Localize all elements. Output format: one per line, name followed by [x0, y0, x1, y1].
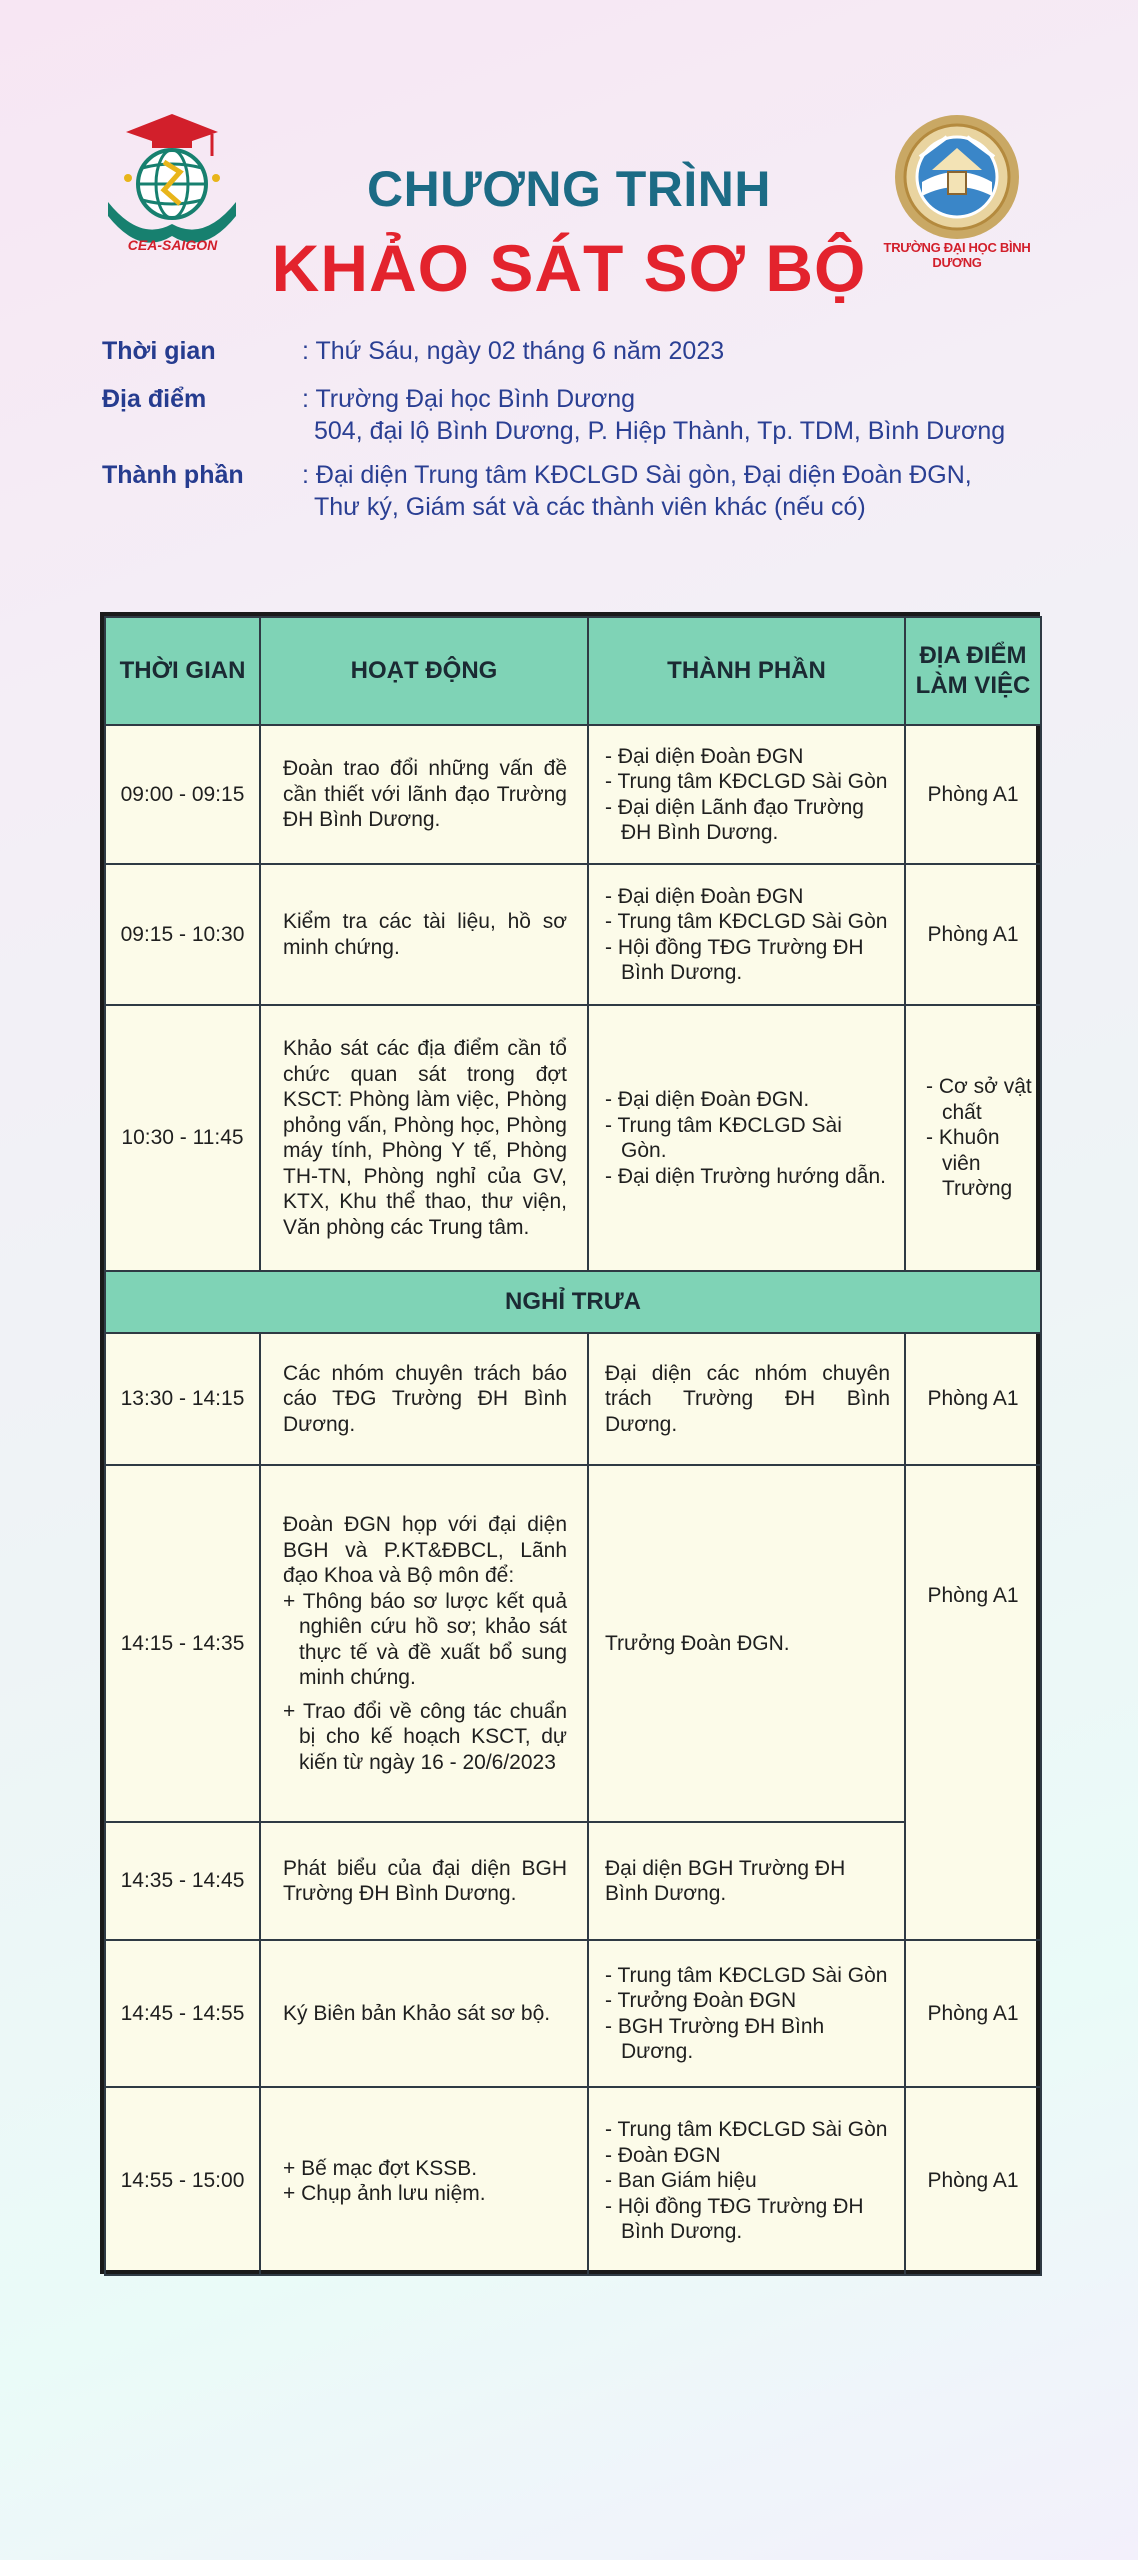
row-participants — [588, 864, 905, 1005]
row-activity: Kiểm tra các tài liệu, hồ sơ minh chứng. — [260, 864, 588, 1005]
info-line: : Thứ Sáu, ngày 02 tháng 6 năm 2023 — [302, 337, 725, 365]
row-location: Phòng A1 — [905, 2087, 1041, 2275]
row-activity — [260, 1465, 588, 1822]
participant-item: - Đoàn ĐGN — [605, 2143, 721, 2167]
activity-item: + Trao đổi về công tác chuẩn bị cho kế hoạch KSCT, dự kiến từ ngày 16 - 20/6/2023 — [283, 1699, 567, 1774]
title-program: CHƯƠNG TRÌNH — [367, 161, 771, 217]
schedule-table — [100, 612, 1040, 2274]
info-row-participants — [102, 459, 1062, 523]
info-value — [302, 335, 724, 367]
info-row-location — [102, 383, 1062, 447]
table-header-row — [105, 617, 1041, 725]
row-time: 09:15 - 10:30 — [105, 864, 260, 1005]
info-row-time — [102, 335, 1062, 367]
table-row — [105, 1333, 1041, 1465]
row-activity: Phát biểu của đại diện BGH Trường ĐH Bình Dương. — [260, 1822, 588, 1940]
row-activity: Đoàn trao đổi những vấn đề cần thiết với lãnh đạo Trường ĐH Bình Dương. — [260, 725, 588, 864]
table-row — [105, 2087, 1041, 2275]
row-location — [905, 1005, 1041, 1271]
participant-item: - Hội đồng TĐG Trường ĐH Bình Dương. — [605, 2194, 864, 2244]
header-location-line: ĐỊA ĐIỂM — [919, 642, 1027, 669]
participant-item: - Trung tâm KĐCLGD Sài Gòn — [605, 2118, 888, 2142]
info-line: 504, đại lộ Bình Dương, P. Hiệp Thành, Tp. TDM, Bình Dương — [314, 417, 1006, 445]
table-row — [105, 864, 1041, 1005]
page-header — [0, 0, 1138, 330]
info-block — [102, 335, 1062, 537]
participant-item: - Hội đồng TĐG Trường ĐH Bình Dương. — [605, 935, 864, 984]
row-participants: Đại diện các nhóm chuyên trách Trường ĐH Bình Dương. — [588, 1333, 905, 1465]
row-time: 14:35 - 14:45 — [105, 1822, 260, 1940]
row-participants: Trưởng Đoàn ĐGN. — [588, 1465, 905, 1822]
row-location: Phòng A1 — [905, 1333, 1041, 1465]
participant-item: - Đại diện Lãnh đạo Trường ĐH Bình Dương. — [605, 795, 864, 844]
lunch-break-row — [105, 1271, 1041, 1333]
row-participants: Đại diện BGH Trường ĐH Bình Dương. — [588, 1822, 905, 1940]
participant-item: - Đại diện Đoàn ĐGN — [605, 884, 804, 908]
info-value — [302, 383, 1005, 447]
row-activity: Các nhóm chuyên trách báo cáo TĐG Trường ĐH Bình Dương. — [260, 1333, 588, 1465]
row-location: Phòng A1 — [905, 1940, 1041, 2087]
row-location: Phòng A1 — [905, 725, 1041, 864]
activity-intro: Đoàn ĐGN họp với đại diện BGH và P.KT&ĐBCL, Lãnh đạo Khoa và Bộ môn để: — [283, 1513, 567, 1587]
table-row — [105, 1005, 1041, 1271]
info-line: : Trường Đại học Bình Dương — [302, 385, 636, 413]
row-participants — [588, 1940, 905, 2087]
table-row — [105, 1822, 1041, 1940]
row-activity: Khảo sát các địa điểm cần tổ chức quan sát trong đợt KSCT: Phòng làm việc, Phòng phỏng vấn, Phòng học, Phòng máy tính, Phòng Y tế, Phòng TH-TN, Phòng nghỉ của GV, KTX, Khu thể thao, thư viện, Văn phòng các Trung tâm. — [260, 1005, 588, 1271]
lunch-break-label: NGHỈ TRƯA — [105, 1271, 1041, 1333]
row-participants — [588, 725, 905, 864]
participant-item: - Đại diện Đoàn ĐGN — [605, 744, 804, 768]
location-item: - Khuôn viên Trường — [926, 1126, 1013, 1201]
header-participants: THÀNH PHẦN — [588, 617, 905, 725]
participant-item: - BGH Trường ĐH Bình Dương. — [605, 2014, 825, 2063]
header-location-line: LÀM VIỆC — [915, 672, 1031, 699]
row-time: 13:30 - 14:15 — [105, 1333, 260, 1465]
cea-saigon-label: CEA-SAIGON — [127, 237, 218, 253]
participant-item: - Đại diện Đoàn ĐGN. — [605, 1088, 810, 1111]
location-item: - Cơ sở vật chất — [926, 1075, 1032, 1124]
participant-item: - Trưởng Đoàn ĐGN — [605, 1989, 797, 2012]
row-time: 14:55 - 15:00 — [105, 2087, 260, 2275]
row-participants — [588, 1005, 905, 1271]
table-row — [105, 1940, 1041, 2087]
info-line: Thư ký, Giám sát và các thành viên khác (nếu có) — [314, 493, 866, 521]
info-line: : Đại diện Trung tâm KĐCLGD Sài gòn, Đại diện Đoàn ĐGN, — [302, 461, 972, 489]
table-row — [105, 725, 1041, 864]
header-time: THỜI GIAN — [105, 617, 260, 725]
row-time: 09:00 - 09:15 — [105, 725, 260, 864]
participant-item: - Đại diện Trường hướng dẫn. — [605, 1164, 886, 1188]
activity-item: + Chụp ảnh lưu niệm. — [283, 2182, 486, 2205]
info-label: Thời gian — [102, 337, 216, 365]
table-row — [105, 1465, 1041, 1822]
activity-item: + Bế mạc đợt KSSB. — [283, 2156, 478, 2180]
participant-item: - Ban Giám hiệu — [605, 2169, 757, 2193]
row-participants — [588, 2087, 905, 2275]
info-value — [302, 459, 972, 523]
participant-item: - Trung tâm KĐCLGD Sài Gòn — [605, 770, 888, 793]
participant-item: - Trung tâm KĐCLGD Sài Gòn. — [605, 1113, 842, 1162]
row-time: 14:15 - 14:35 — [105, 1465, 260, 1822]
row-time: 10:30 - 11:45 — [105, 1005, 260, 1271]
row-location: Phòng A1 — [905, 1465, 1041, 1940]
info-label: Thành phần — [102, 461, 244, 489]
title-survey: KHẢO SÁT SƠ BỘ — [271, 231, 867, 305]
header-location — [905, 617, 1041, 725]
row-location: Phòng A1 — [905, 864, 1041, 1005]
row-activity: Ký Biên bản Khảo sát sơ bộ. — [260, 1940, 588, 2087]
row-activity — [260, 2087, 588, 2275]
activity-item: + Thông báo sơ lược kết quả nghiên cứu hồ sơ; khảo sát thực tế và đề xuất bổ sung minh chứng. — [283, 1589, 567, 1689]
info-label: Địa điểm — [102, 385, 207, 413]
header-activity: HOẠT ĐỘNG — [260, 617, 588, 725]
participant-item: - Trung tâm KĐCLGD Sài Gòn — [605, 910, 888, 933]
participant-item: - Trung tâm KĐCLGD Sài Gòn — [605, 1963, 888, 1987]
binh-duong-university-label: TRƯỜNG ĐẠI HỌC BÌNH DƯƠNG — [883, 240, 1031, 270]
row-time: 14:45 - 14:55 — [105, 1940, 260, 2087]
